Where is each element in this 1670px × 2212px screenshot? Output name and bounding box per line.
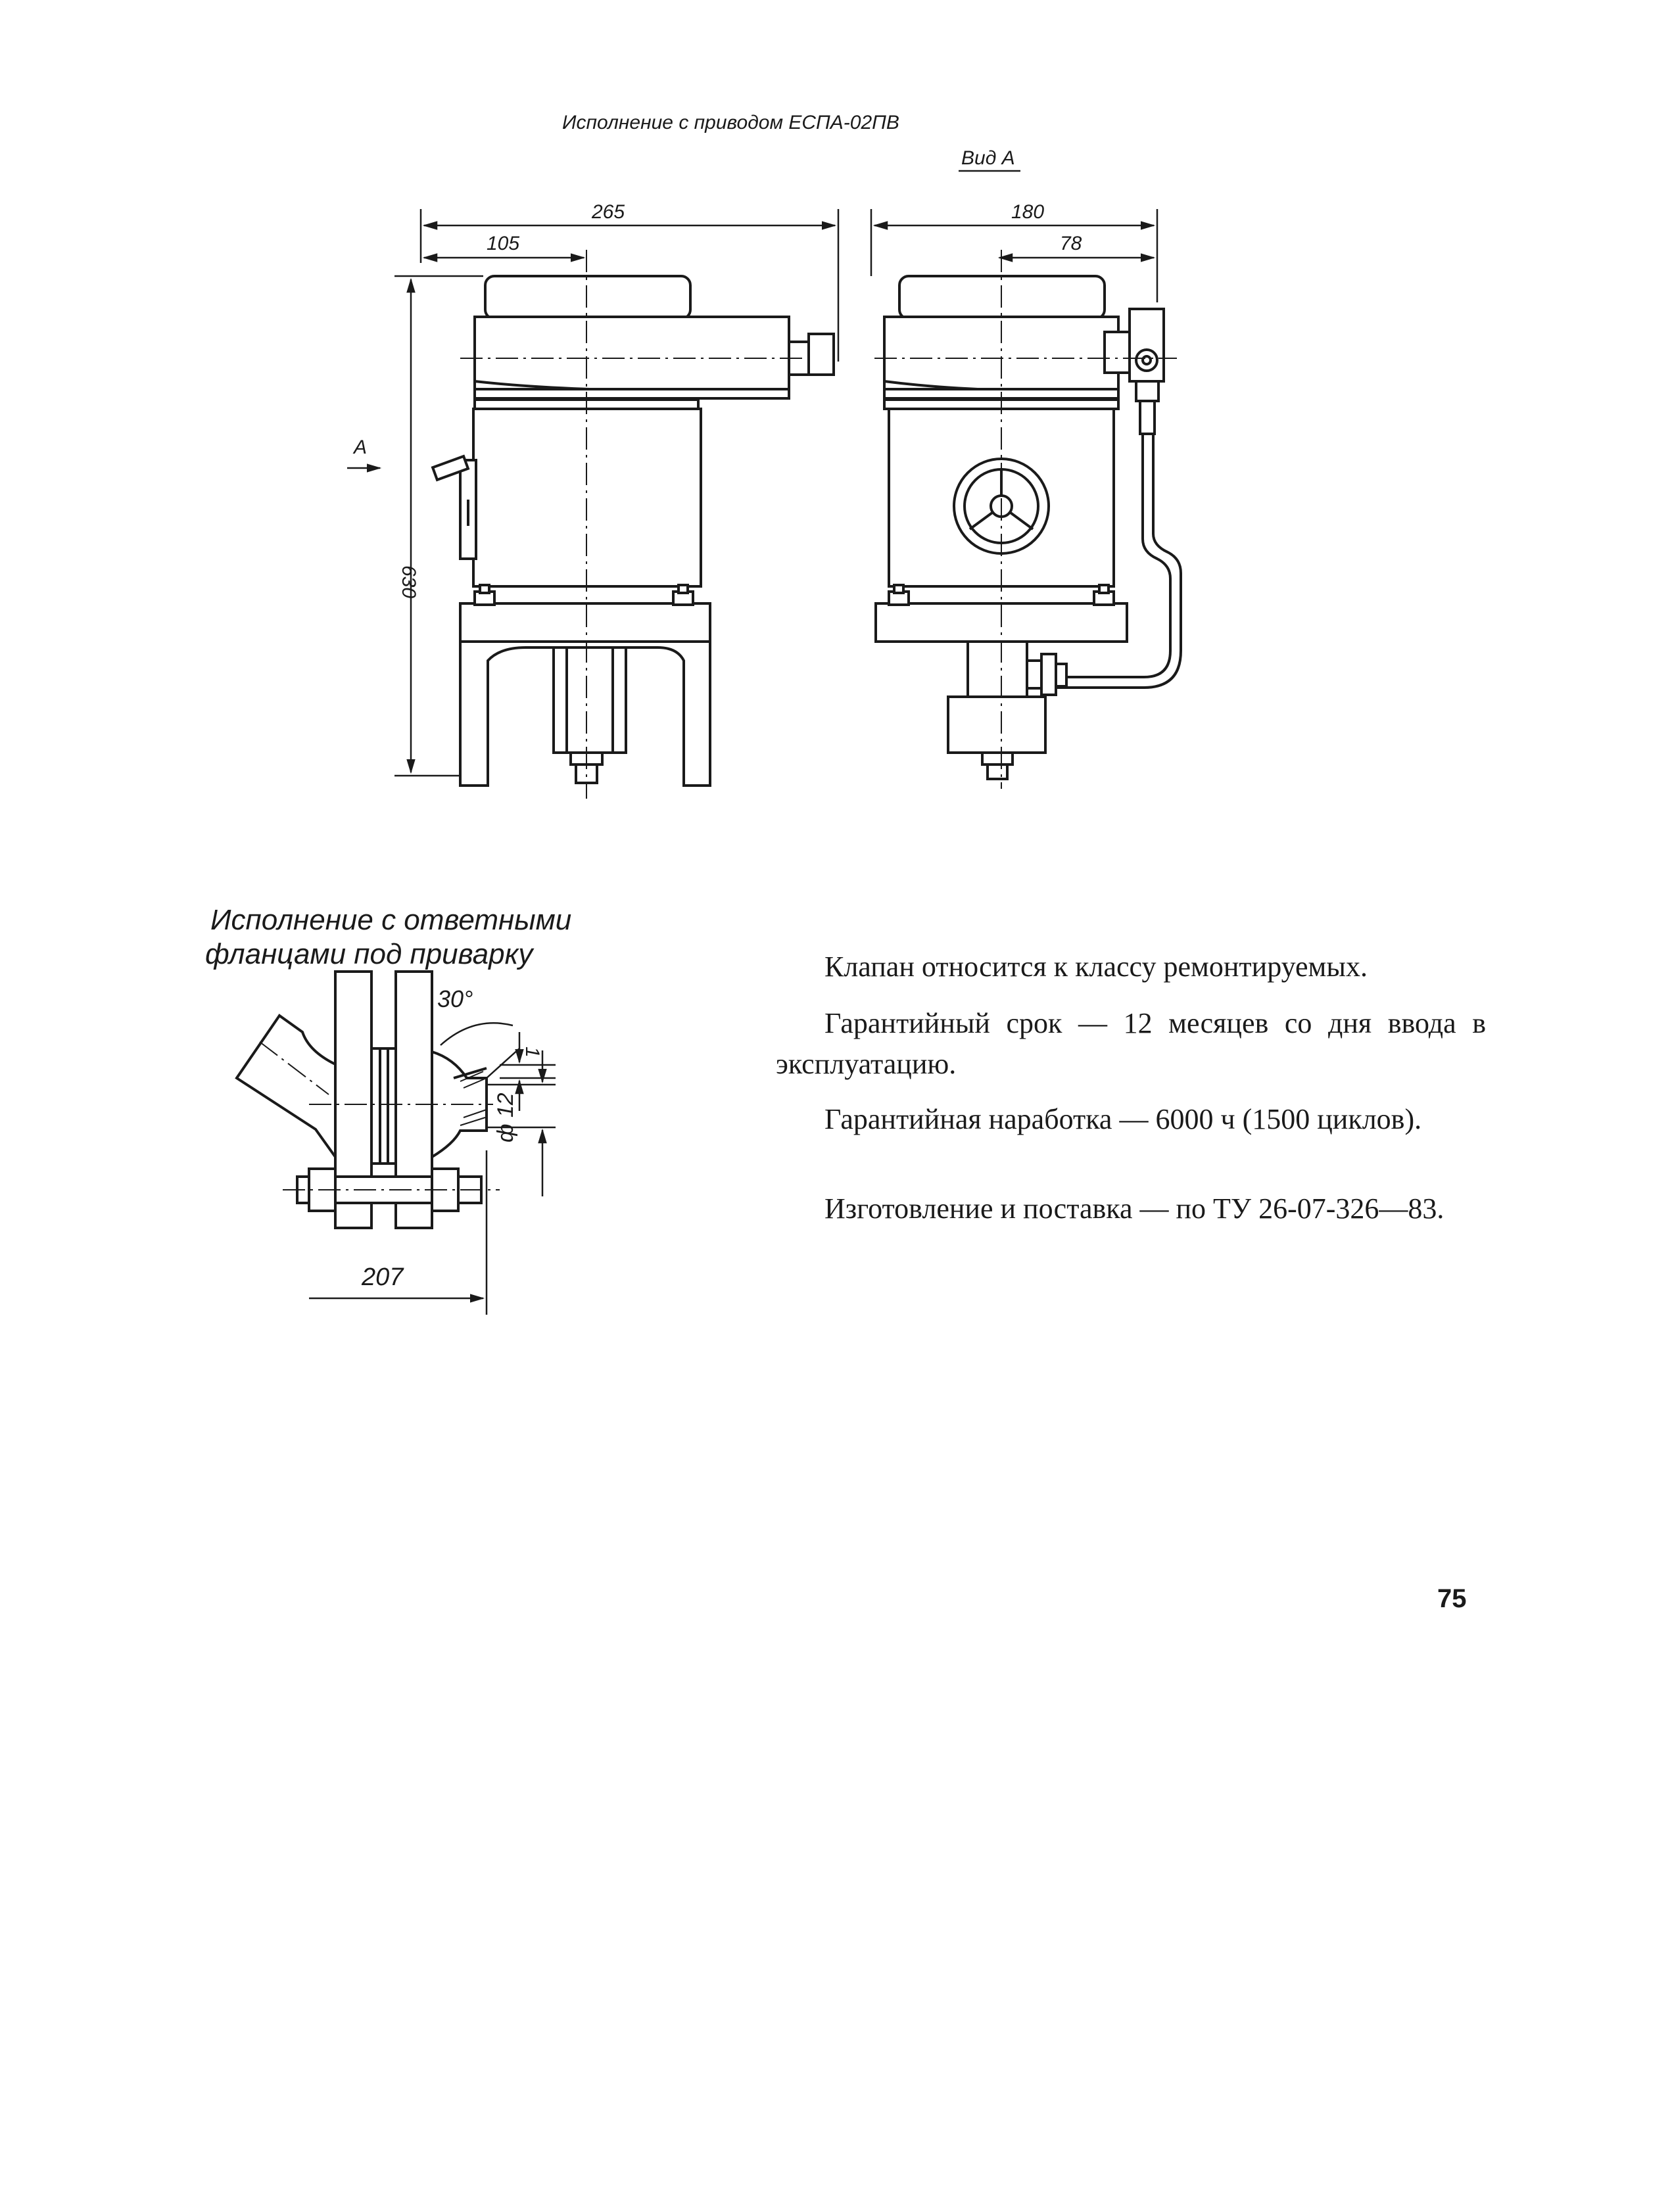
dim-axis-offset: 105 [487,233,520,254]
view-arrow-label: А [354,436,368,458]
dim-overall-width: 265 [592,201,625,223]
paragraph-warranty-operating-time: Гарантийная наработка — 6000 ч (1500 циклов). [824,1103,1422,1135]
top-drawing-caption: Исполнение с приводом ЕСПА-02ПВ [562,112,899,133]
detail-angle-dim: 30° [437,985,473,1012]
detail-caption-line2: фланцами под приварку [205,938,533,970]
detail-length-dim: 207 [362,1263,404,1291]
dim-height: 630 [398,565,419,599]
detail-lip-dim: 1 [521,1047,543,1058]
view-a-label: Вид А [961,147,1015,169]
page-number: 75 [1437,1584,1467,1613]
dim-view-width: 180 [1011,201,1045,223]
dim-view-offset: 78 [1060,233,1082,254]
paragraph-specification: Изготовление и поставка — по ТУ 26-07-326—83. [824,1192,1444,1225]
paragraph-repairable: Клапан относится к классу ремонтируемых. [824,951,1368,983]
paragraph-warranty-period: Гарантийный срок — 12 месяцев со дня ввода в эксплуатацию. [776,1007,1486,1080]
side-view-drawing [347,201,838,799]
detail-caption-line1: Исполнение с ответными [210,904,572,936]
detail-diameter-dim: ф 12 [493,1093,518,1142]
welded-flange-detail-drawing [205,904,571,1315]
view-a-drawing [871,201,1181,789]
